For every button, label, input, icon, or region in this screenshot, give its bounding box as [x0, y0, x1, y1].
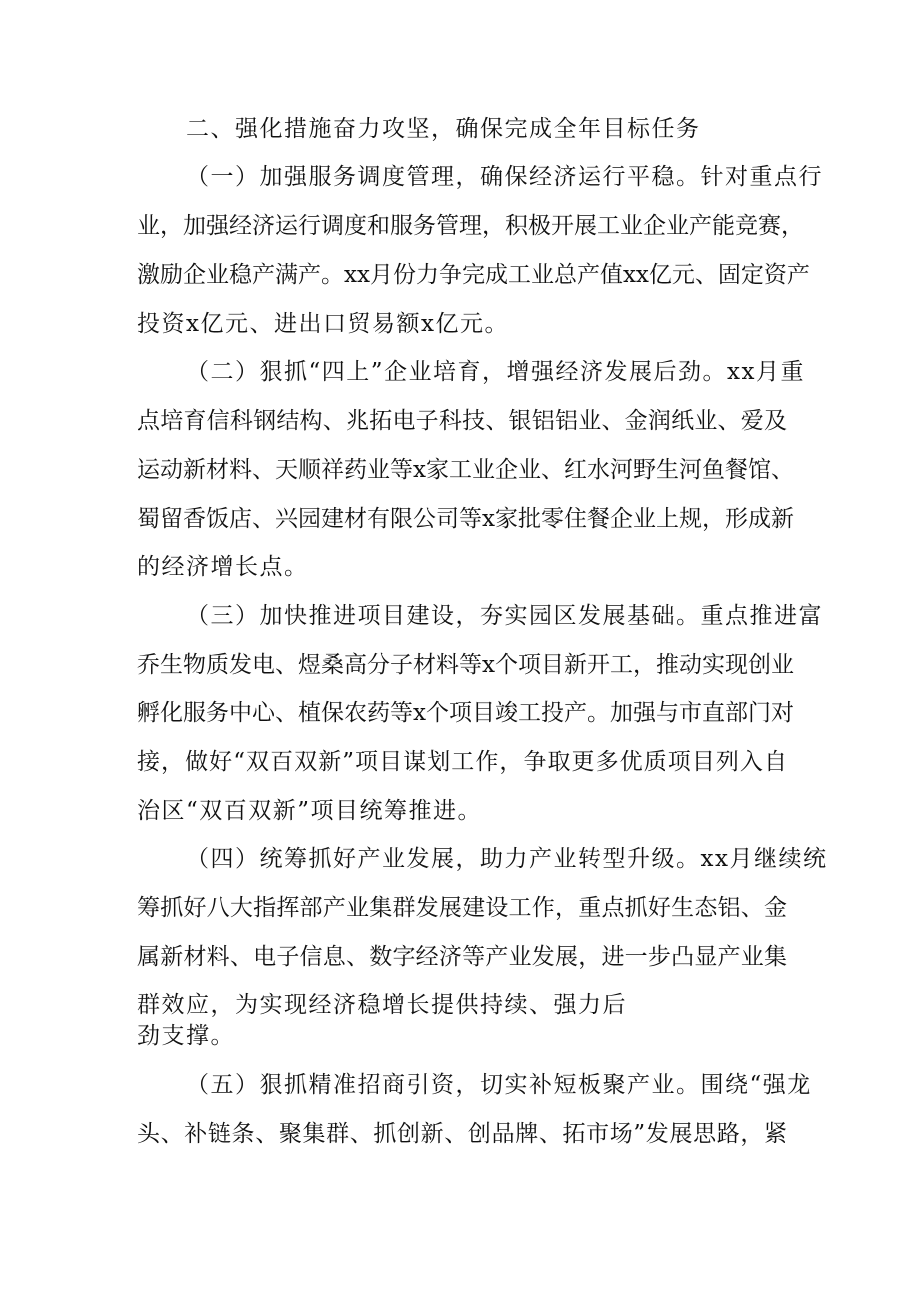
paragraph-line: 激励企业稳产满产。xx月份力争完成工业总产值xx亿元、固定资产 [137, 262, 810, 288]
paragraph-line: 的经济增长点。 [137, 554, 309, 580]
section-heading: 二、强化措施奋力攻坚，确保完成全年目标任务 [186, 116, 701, 142]
paragraph-line: 点培育信科钢结构、兆拓电子科技、银铝铝业、金润纸业、爱及 [137, 408, 787, 434]
paragraph-line: 治区“双百双新”项目统筹推进。 [137, 798, 483, 824]
paragraph-line: 筹抓好八大指挥部产业集群发展建设工作，重点抓好生态铝、金 [137, 895, 787, 921]
paragraph-line: 业，加强经济运行调度和服务管理，积极开展工业企业产能竞赛， [137, 213, 804, 239]
paragraph-line: （四）统筹抓好产业发展，助力产业转型升级。xx月继续统 [186, 846, 828, 872]
paragraph-line: （五）狠抓精准招商引资，切实补短板聚产业。围绕“强龙 [186, 1072, 812, 1098]
paragraph-line: 属新材料、电子信息、数字经济等产业发展，进一步凸显产业集 [137, 944, 787, 970]
paragraph-line: （二）狠抓“四上”企业培育，增强经济发展后劲。xx月重 [186, 359, 805, 385]
paragraph-line: 孵化服务中心、植保农药等x个项目竣工投产。加强与市直部门对 [137, 700, 794, 726]
paragraph-line: （一）加强服务调度管理，确保经济运行平稳。针对重点行 [186, 164, 823, 190]
paragraph-line: 蜀留香饭店、兴园建材有限公司等x家批零住餐企业上规，形成新 [137, 506, 794, 532]
paragraph-line: 投资x亿元、进出口贸易额x亿元。 [137, 311, 509, 337]
paragraph-line: 运动新材料、天顺祥药业等x家工业企业、红水河野生河鱼餐馆、 [137, 457, 794, 483]
paragraph-line: 群效应，为实现经济稳增长提供持续、强力后 [137, 992, 627, 1018]
paragraph-line: 头、补链条、聚集群、抓创新、创品牌、拓市场”发展思路，紧 [137, 1121, 787, 1147]
paragraph-line: （三）加快推进项目建设，夯实园区发展基础。重点推进富 [186, 603, 823, 629]
paragraph-line: 接，做好“双百双新”项目谋划工作，争取更多优质项目列入自 [137, 749, 787, 775]
paragraph-line: 乔生物质发电、煜桑高分子材料等x个项目新开工，推动实现创业 [137, 652, 794, 678]
paragraph-line: 劲支撑。 [137, 1023, 235, 1049]
